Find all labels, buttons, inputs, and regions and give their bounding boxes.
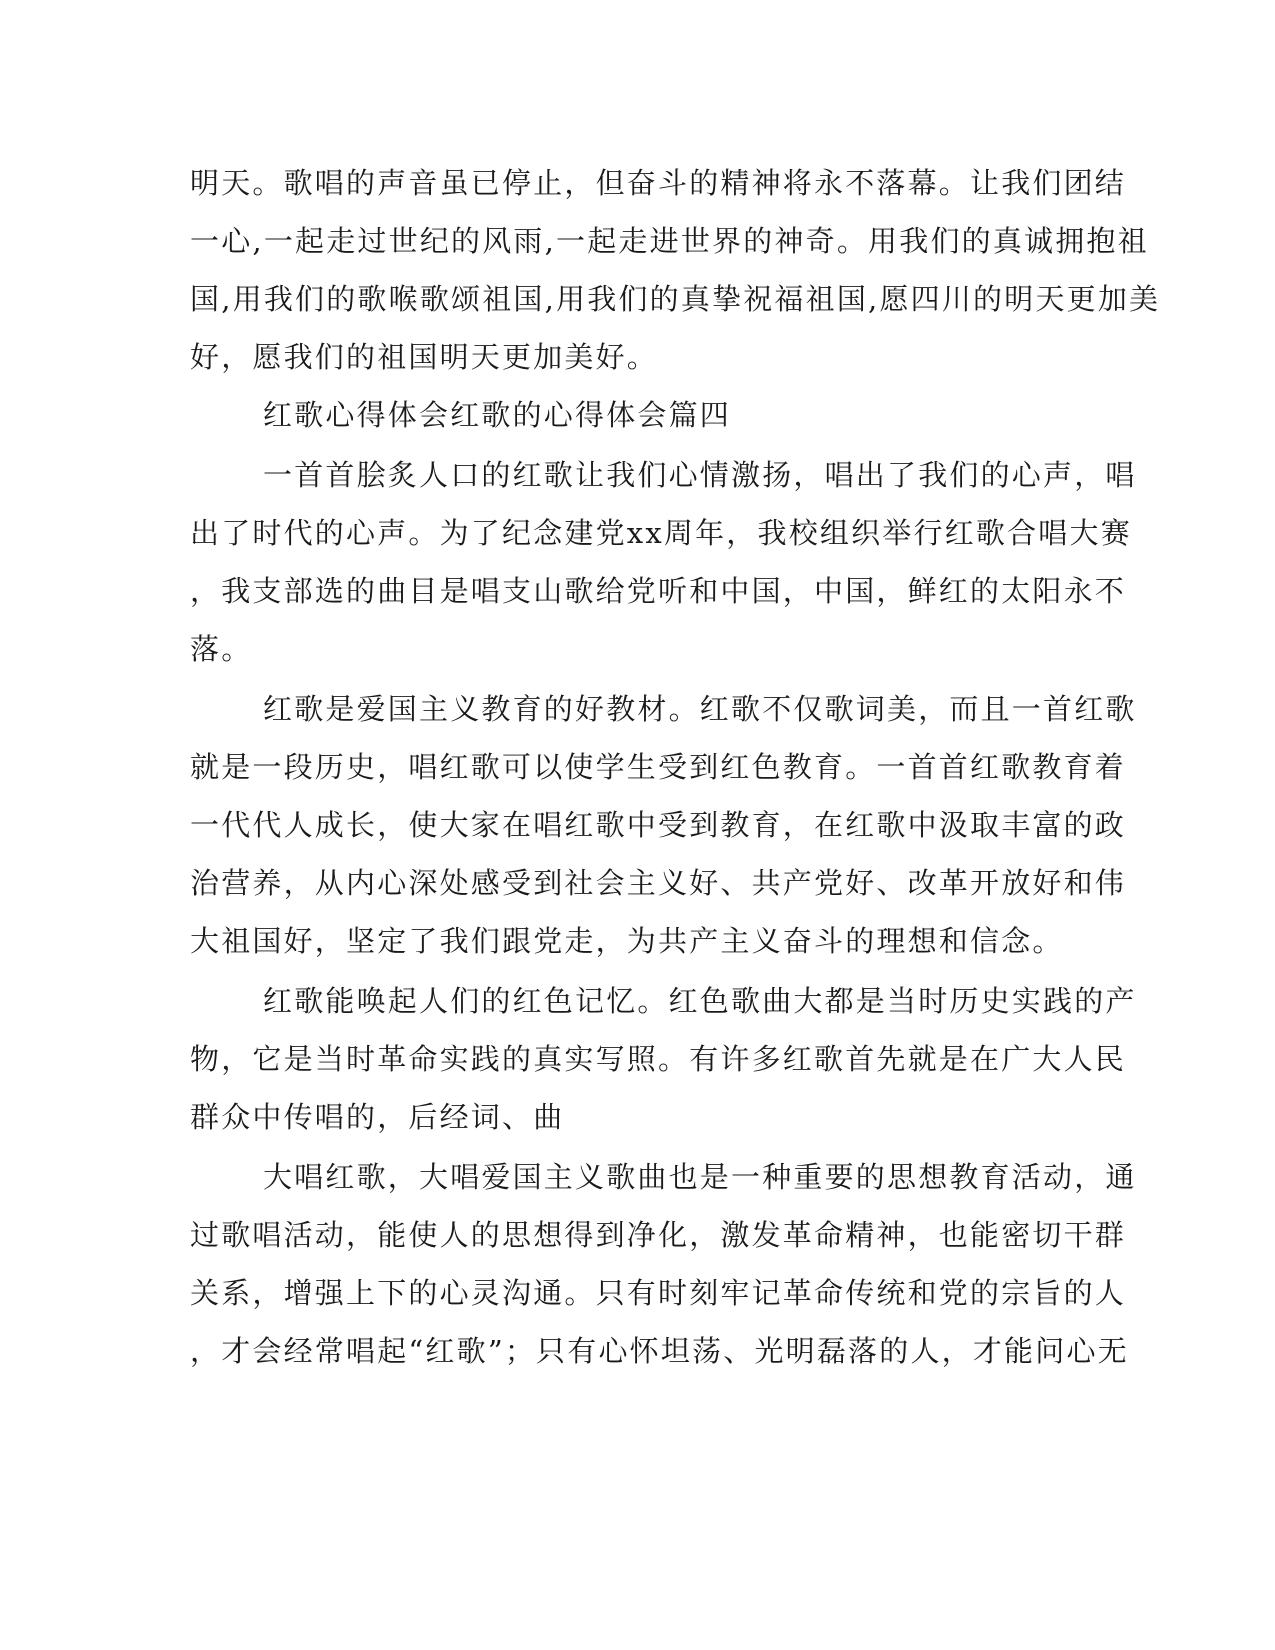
text-line: 一心,一起走过世纪的风雨,一起走进世界的神奇。用我们的真诚拥抱祖	[190, 224, 1149, 258]
text-line: 好，愿我们的祖国明天更加美好。	[190, 340, 659, 374]
text-line: 群众中传唱的，后经词、曲	[190, 1100, 565, 1134]
text-line: 出了时代的心声。为了纪念建党xx周年，我校组织举行红歌合唱大赛	[190, 516, 1132, 550]
text-line: ，才会经常唱起“红歌”；只有心怀坦荡、光明磊落的人，才能问心无	[190, 1334, 1129, 1368]
text-line: 国,用我们的歌喉歌颂祖国,用我们的真挚祝福祖国,愿四川的明天更加美	[190, 282, 1161, 316]
text-line: 明天。歌唱的声音虽已停止，但奋斗的精神将永不落幕。让我们团结	[190, 166, 1127, 200]
text-line: 红歌能唤起人们的红色记忆。红色歌曲大都是当时历史实践的产	[263, 984, 1137, 1018]
text-line: 大唱红歌，大唱爱国主义歌曲也是一种重要的思想教育活动，通	[263, 1160, 1137, 1194]
text-line: 一首首脍炙人口的红歌让我们心情激扬，唱出了我们的心声，唱	[263, 458, 1137, 492]
text-line: 治营养，从内心深处感受到社会主义好、共产党好、改革开放好和伟	[190, 866, 1127, 900]
text-line: ，我支部选的曲目是唱支山歌给党听和中国，中国，鲜红的太阳永不	[190, 574, 1127, 608]
text-line: 落。	[190, 632, 253, 666]
text-line: 大祖国好，坚定了我们跟党走，为共产主义奋斗的理想和信念。	[190, 924, 1064, 958]
text-line: 一代代人成长，使大家在唱红歌中受到教育，在红歌中汲取丰富的政	[190, 808, 1127, 842]
text-line: 过歌唱活动，能使人的思想得到净化，激发革命精神，也能密切干群	[190, 1218, 1127, 1252]
text-line: 物，它是当时革命实践的真实写照。有许多红歌首先就是在广大人民	[190, 1042, 1127, 1076]
text-line: 关系，增强上下的心灵沟通。只有时刻牢记革命传统和党的宗旨的人	[190, 1276, 1127, 1310]
section-heading: 红歌心得体会红歌的心得体会篇四	[263, 398, 732, 432]
text-line: 就是一段历史，唱红歌可以使学生受到红色教育。一首首红歌教育着	[190, 750, 1127, 784]
text-line: 红歌是爱国主义教育的好教材。红歌不仅歌词美，而且一首红歌	[263, 692, 1137, 726]
